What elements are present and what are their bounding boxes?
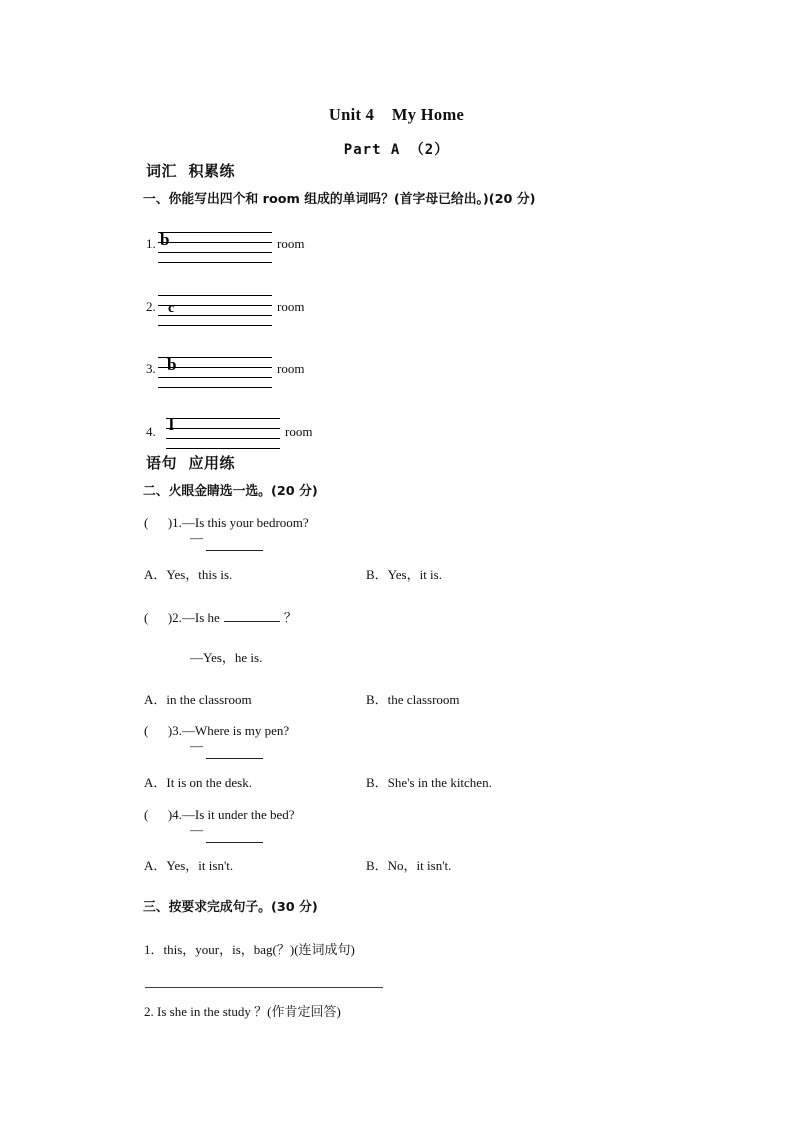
reply-dash-3: — bbox=[190, 738, 203, 753]
penmanship-staff-1[interactable] bbox=[158, 232, 272, 262]
question-2-reply: —Yes，he is. bbox=[190, 650, 263, 665]
staff-rule bbox=[158, 325, 272, 326]
answer-bracket-1[interactable]: ( ) bbox=[144, 515, 173, 530]
staff-rule bbox=[158, 315, 272, 316]
answer-blank-1[interactable] bbox=[206, 550, 263, 551]
staff-rule bbox=[158, 262, 272, 263]
question-3-option-b[interactable]: B．She's in the kitchen. bbox=[366, 775, 492, 790]
staff-rule bbox=[158, 252, 272, 253]
section-banner-sentences: 语句 应用练 bbox=[146, 454, 235, 472]
staff-rule bbox=[158, 242, 272, 243]
rewrite-item-2: 2. Is she in the study ？(作肯定回答) bbox=[144, 1004, 341, 1019]
question-4-number: 4. bbox=[172, 807, 182, 822]
question-1-stem[interactable] bbox=[144, 515, 309, 531]
item-word-3: room bbox=[277, 361, 305, 376]
question-2-prompt-before: —Is he bbox=[181, 610, 220, 625]
question-3-stem[interactable] bbox=[144, 723, 289, 739]
rewrite-item-1: 1．this，your，is，bag(？)(连词成句) bbox=[144, 942, 355, 957]
question-3-number: 3. bbox=[172, 723, 182, 738]
answer-blank-4[interactable] bbox=[206, 842, 263, 843]
staff-hint-letter-3: b bbox=[167, 355, 177, 374]
item-number-4: 4. bbox=[146, 424, 156, 439]
question-1-number: 1. bbox=[172, 515, 182, 530]
question-2-number: 2. bbox=[172, 610, 182, 625]
question-2-prompt-after: ？ bbox=[283, 610, 297, 625]
reply-dash-1: — bbox=[190, 530, 203, 545]
rewrite-answer-blank-1[interactable] bbox=[145, 987, 383, 988]
item-number-2: 2. bbox=[146, 299, 156, 314]
staff-hint-letter-2: c bbox=[168, 301, 175, 316]
instruction-one: 一、你能写出四个和 room 组成的单词吗？(首字母已给出。)(20 分) bbox=[143, 192, 536, 207]
staff-rule bbox=[166, 448, 280, 449]
staff-rule bbox=[158, 305, 272, 306]
question-2-inline-blank[interactable] bbox=[224, 609, 280, 622]
question-1-option-a[interactable]: A．Yes，this is. bbox=[144, 567, 233, 582]
staff-rule bbox=[158, 295, 272, 296]
question-4-option-a[interactable]: A．Yes，it isn't. bbox=[144, 858, 234, 873]
page-subtitle: Part A （2） bbox=[343, 142, 450, 158]
answer-bracket-4[interactable]: ( ) bbox=[144, 807, 173, 822]
staff-rule bbox=[166, 428, 280, 429]
penmanship-staff-4[interactable] bbox=[166, 415, 280, 448]
item-word-1: room bbox=[277, 236, 305, 251]
instruction-two: 二、火眼金睛选一选。(20 分) bbox=[143, 484, 318, 499]
answer-blank-3[interactable] bbox=[206, 758, 263, 759]
item-number-3: 3. bbox=[146, 361, 156, 376]
penmanship-staff-3[interactable] bbox=[158, 357, 272, 387]
reply-dash-4: — bbox=[190, 822, 203, 837]
staff-rule bbox=[158, 377, 272, 378]
staff-hint-letter-1: b bbox=[160, 230, 170, 249]
question-1-prompt: —Is this your bedroom? bbox=[181, 515, 309, 530]
question-2-option-a[interactable]: A．in the classroom bbox=[144, 692, 252, 707]
staff-rule bbox=[166, 418, 280, 419]
item-number-1: 1. bbox=[146, 236, 156, 251]
item-word-2: room bbox=[277, 299, 305, 314]
answer-bracket-3[interactable]: ( ) bbox=[144, 723, 173, 738]
section-banner-vocabulary: 词汇 积累练 bbox=[146, 162, 235, 180]
question-2-stem[interactable] bbox=[144, 609, 297, 626]
question-4-stem[interactable] bbox=[144, 807, 295, 823]
page-title: Unit 4 My Home bbox=[328, 105, 465, 124]
question-2-option-b[interactable]: B．the classroom bbox=[366, 692, 460, 707]
question-3-option-a[interactable]: A．It is on the desk. bbox=[144, 775, 252, 790]
penmanship-staff-2[interactable] bbox=[158, 295, 272, 325]
staff-hint-letter-4: l bbox=[169, 415, 174, 434]
item-word-4: room bbox=[285, 424, 313, 439]
staff-rule bbox=[158, 387, 272, 388]
answer-bracket-2[interactable]: ( ) bbox=[144, 610, 173, 625]
instruction-three: 三、按要求完成句子。(30 分) bbox=[143, 900, 318, 915]
staff-rule bbox=[166, 438, 280, 439]
staff-rule bbox=[158, 232, 272, 233]
question-1-option-b[interactable]: B．Yes，it is. bbox=[366, 567, 442, 582]
question-4-prompt: —Is it under the bed? bbox=[181, 807, 295, 822]
question-4-option-b[interactable]: B．No，it isn't. bbox=[366, 858, 452, 873]
question-3-prompt: —Where is my pen? bbox=[181, 723, 290, 738]
